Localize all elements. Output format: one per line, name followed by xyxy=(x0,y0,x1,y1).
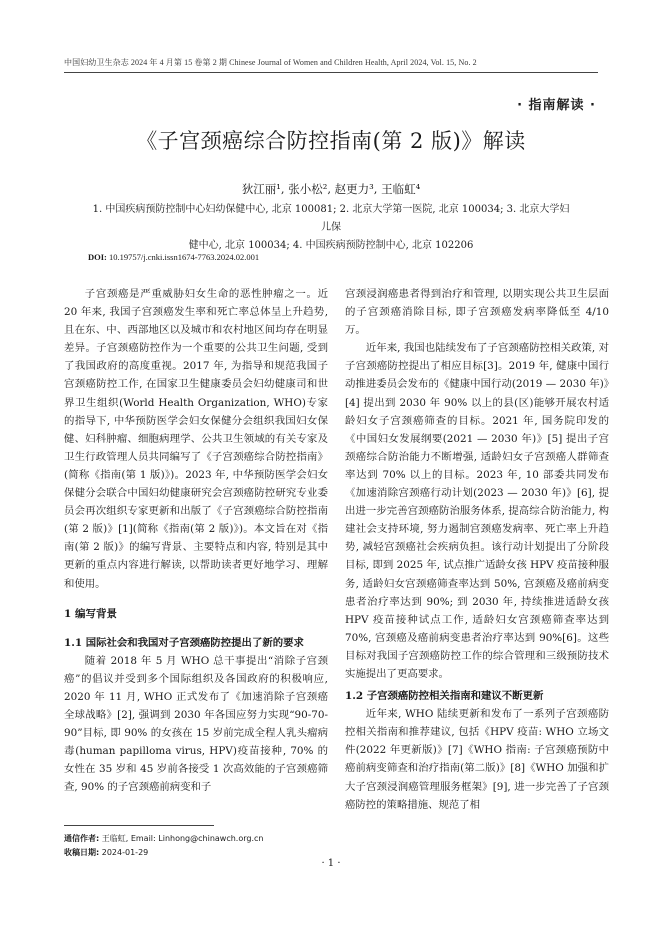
author-list: 狄江丽¹, 张小松², 赵更力³, 王临虹⁴ xyxy=(241,182,421,196)
paragraph: 近年来, WHO 陆续更新和发布了一系列子宫颈癌防控相关指南和推荐建议, 包括《HPV 疫苗: WHO 立场文件(2022 年更新版)》[7]《WHO 指南: 子宫颈癌预防中癌前病变筛查和治疗指南(第二版)》[8]《WHO 加强和扩大子宫颈浸润癌管理服务框架》[9], 进一步完善了子宫颈癌防控的策略措施、规范了相 xyxy=(345,708,609,811)
article-title: 《子宫颈癌综合防控指南(第 2 版)》解读 xyxy=(136,129,526,153)
body-column-left xyxy=(64,285,328,796)
received-value: 2024-01-29 xyxy=(101,848,149,857)
paragraph: 宫颈浸润癌患者得到治疗和管理, 以期实现公共卫生层面的子宫颈癌消除目标, 即子宫颈癌发病率降低至 4/10 万。 xyxy=(345,288,609,337)
page-number: · 1 · xyxy=(321,858,341,869)
received-date xyxy=(64,847,148,858)
subsection-heading: 1.1 国际社会和我国对子宫颈癌防控提出了新的要求 xyxy=(64,636,304,649)
corresponding-label: 通信作者: xyxy=(64,834,100,843)
affiliation-line: 1. 中国疾病预防控制中心妇幼保健中心, 北京 100081; 2. 北京大学第一医院, 北京 100034; 3. 北京大学妇儿保 xyxy=(92,204,570,233)
affiliation-line: 健中心, 北京 100034; 4. 中国疾病预防控制中心, 北京 102206 xyxy=(188,240,474,251)
body-column-right xyxy=(345,285,609,814)
affiliations xyxy=(88,201,574,255)
doi xyxy=(88,252,259,262)
paragraph: 子宫颈癌是严重威胁妇女生命的恶性肿瘤之一。近 20 年来, 我国子宫颈癌发生率和死亡率总体呈上升趋势, 且在东、中、西部地区以及城市和农村地区间均存在明显差异。子宫颈癌防控作为一个重要的公共卫生问题, 受到了我国政府的高度重视。2017 年, 为指导和规范我国子宫颈癌防控工作, 在国家卫生健康委员会妇幼健康司和世界卫生组织(World Health Organization, WHO)专家的指导下, 中华预防医学会妇女保健分会组织我国妇女保健、妇科肿瘤、细胞病理学、公共卫生领域的有关专家及卫生行政管理人员共同编写了《子宫颈癌综合防控指南》(简称《指南(第 1 版)》)。2023 年, 中华预防医学会妇女保健分会联合中国妇幼健康研究会宫颈癌防控研究专业委员会再次组织专家更新和出版了《子宫颈癌综合防控指南(第 2 版)》[1](简称《指南(第 2 版)》)。本文旨在对《指南(第 2 版)》的编写背景、主要特点和内容, 特别是其中更新的重点内容进行解读, 以帮助读者更好地学习、理解和使用。 xyxy=(64,288,328,590)
paragraph: 近年来, 我国也陆续发布了子宫颈癌防控相关政策, 对子宫颈癌防控提出了相应目标[3]。2019 年, 健康中国行动推进委员会发布的《健康中国行动(2019 — 2030 年)》[4] 提出到 2030 年 90% 以上的县(区)能够开展农村适龄妇女子宫颈癌筛查的目标。2021 年, 国务院印发的《中国妇女发展纲要(2021 — 2030 年)》[5] 提出子宫颈癌综合防治能力不断增强, 适龄妇女子宫颈癌人群筛查率达到 70% 以上的目标。2023 年, 10 部委共同发布《加速消除宫颈癌行动计划(2023 — 2030 年)》[6], 提出进一步完善宫颈癌防治服务体系, 提高综合防治能力, 构建社会支持环境, 努力遏制宫颈癌发病率、死亡率上升趋势, 减轻宫颈癌社会疾病负担。该行动计划提出了分阶段目标, 即到 2025 年, 试点推广适龄女孩 HPV 疫苗接种服务, 适龄妇女宫颈癌筛查率达到 50%, 宫颈癌及癌前病变患者治疗率达到 90%; 到 2030 年, 持续推进适龄女孩 HPV 疫苗接种试点工作, 适龄妇女宫颈癌筛查率达到 70%, 宫颈癌及癌前病变患者治疗率达到 90%[6]。这些目标对我国子宫颈癌防控工作的综合管理和三级预防技术实施提出了更高要求。 xyxy=(345,342,609,680)
footnote-rule xyxy=(64,825,214,826)
doi-label: DOI: xyxy=(88,252,107,262)
section-heading: 1 编写背景 xyxy=(64,607,117,620)
corresponding-value: 王临虹, Email: Linhong@chinawch.org.cn xyxy=(101,834,264,843)
corresponding-author xyxy=(64,833,263,844)
column-tag: · 指南解读 · xyxy=(517,98,596,113)
paragraph: 随着 2018 年 5 月 WHO 总干事提出“消除子宫颈癌”的倡议并受到多个国际组织及各国政府的积极响应, 2020 年 11 月, WHO 正式发布了《加速消除子宫颈癌全球战略》[2], 强调到 2030 年各国应努力实现“90-70-90”目标, 即 90% 的女孩在 15 岁前完成全程人乳头瘤病毒(human papilloma virus, HPV)疫苗接种, 70% 的女性在 35 岁和 45 岁前各接受 1 次高效能的子宫颈癌筛查, 90% 的子宫颈癌前病变和子 xyxy=(64,654,328,794)
received-label: 收稿日期: xyxy=(64,848,100,857)
header-rule xyxy=(64,72,598,73)
doi-value: 10.19757/j.cnki.issn1674-7763.2024.02.001 xyxy=(109,252,260,262)
subsection-heading: 1.2 子宫颈癌防控相关指南和建议不断更新 xyxy=(345,690,544,703)
running-head: 中国妇幼卫生杂志 2024 年 4 月第 15 卷第 2 期 Chinese Journal of Women and Children Health, April 2024, Vol. 15, No. 2 xyxy=(64,58,477,67)
